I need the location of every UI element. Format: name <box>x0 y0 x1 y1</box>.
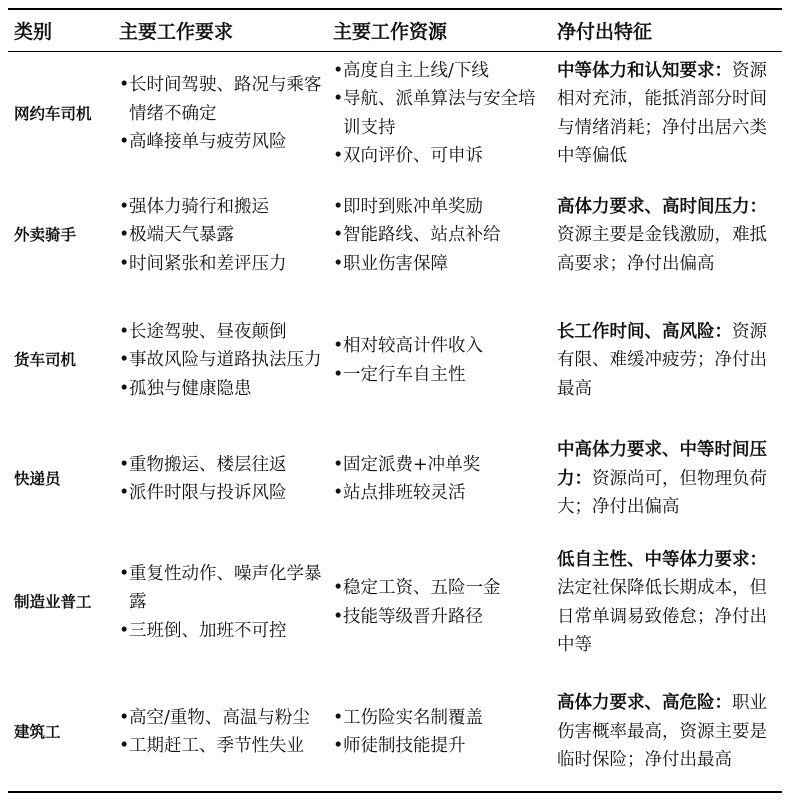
resources-cell <box>327 51 551 176</box>
demands-list <box>119 193 323 279</box>
category-cell: 制造业普工 <box>14 593 92 612</box>
resources-item-text: 工伤险实名制覆盖 <box>343 707 483 728</box>
resources-cell <box>327 426 551 532</box>
demands-item <box>119 71 323 128</box>
demands-item <box>119 560 323 617</box>
resources-cell <box>327 176 551 295</box>
resources-list <box>333 57 547 171</box>
resources-item <box>333 574 547 603</box>
net-effort-description: 资源主要是金钱激励，难抵高要求；净付出偏高 <box>557 225 767 274</box>
demands-cell <box>113 51 327 176</box>
category-cell: 建筑工 <box>8 673 113 792</box>
demands-cell <box>113 532 327 673</box>
resources-item <box>333 57 547 86</box>
demands-item <box>119 128 323 157</box>
resources-item-text: 高度自主上线/下线 <box>343 60 489 81</box>
net-effort-heading: 长工作时间、高风险： <box>557 321 732 342</box>
demands-item-text: 长时间驾驶、路况与乘客情绪不确定 <box>129 75 322 124</box>
demands-item-text: 工期赶工、季节性失业 <box>129 736 304 756</box>
resources-item <box>333 250 547 279</box>
resources-item <box>333 704 547 733</box>
table-row <box>8 176 782 295</box>
table-row <box>8 51 782 176</box>
table-row <box>8 426 782 532</box>
demands-item <box>119 617 323 646</box>
resources-item-text: 智能路线、站点补给 <box>343 225 501 246</box>
demands-item-text: 强体力骑行和搬运 <box>129 196 269 217</box>
demands-item <box>119 221 323 250</box>
resources-item <box>333 193 547 222</box>
demands-item <box>119 479 323 508</box>
resources-item-text: 一定行车自主性 <box>343 364 466 385</box>
demands-list <box>119 451 323 508</box>
demands-item <box>119 375 323 404</box>
resources-list <box>333 704 547 761</box>
demands-item <box>119 250 323 279</box>
demands-item-text: 长途驾驶、昼夜颠倒 <box>129 321 287 342</box>
resources-item <box>333 85 547 142</box>
resources-item-text: 固定派费+冲单奖 <box>343 454 481 475</box>
demands-list <box>119 318 323 404</box>
demands-item <box>119 704 323 733</box>
demands-item-text: 事故风险与道路执法压力 <box>129 350 322 371</box>
category-cell: 货车司机 <box>14 351 77 370</box>
demands-item-text: 极端天气暴露 <box>129 225 234 246</box>
demands-list <box>119 704 323 761</box>
resources-item-text: 导航、派单算法与安全培训支持 <box>343 89 536 138</box>
demands-item-text: 派件时限与投诉风险 <box>129 483 287 503</box>
net-effort-cell <box>551 532 782 673</box>
resources-item <box>333 479 547 508</box>
resources-list <box>333 193 547 279</box>
net-effort-cell <box>551 426 782 532</box>
resources-cell <box>327 673 551 792</box>
resources-item-text: 站点排班较灵活 <box>343 483 466 503</box>
resources-item-text: 职业伤害保障 <box>343 253 448 274</box>
resources-list <box>333 451 547 508</box>
resources-item <box>333 221 547 250</box>
net-effort-heading: 高体力要求、高危险： <box>557 693 732 714</box>
resources-cell <box>327 532 551 673</box>
net-effort-heading: 高体力要求、高时间压力： <box>557 196 767 217</box>
net-effort-description: 资源尚可，但物理负荷大；净付出偏高 <box>557 468 767 518</box>
net-effort-cell <box>551 176 782 295</box>
net-effort-cell <box>551 51 782 176</box>
demands-item-text: 三班倒、加班不可控 <box>129 620 287 641</box>
category-cell: 快递员 <box>14 469 61 488</box>
net-effort-cell <box>551 295 782 426</box>
demands-item <box>119 346 323 375</box>
table-row <box>8 673 782 792</box>
net-effort-description: 资源有限、难缓冲疲劳；净付出最高 <box>557 321 767 399</box>
resources-item <box>333 142 547 171</box>
resources-item-text: 相对较高计件收入 <box>343 336 483 356</box>
table-row <box>8 295 782 426</box>
net-effort-heading: 低自主性、中等体力要求： <box>557 549 767 570</box>
resources-item-text: 师徒制技能提升 <box>343 736 466 756</box>
resources-item <box>333 603 547 632</box>
resources-list <box>333 332 547 389</box>
resources-item-text: 双向评价、可申诉 <box>343 146 483 167</box>
resources-item <box>333 451 547 480</box>
category-cell: 外卖骑手 <box>14 226 77 245</box>
net-effort-description: 职业伤害概率最高，资源主要是临时保险；净付出最高 <box>557 693 767 771</box>
net-effort-heading: 中高体力要求、中等时间压力： <box>557 440 767 489</box>
demands-item-text: 重复性动作、噪声化学暴露 <box>129 563 322 613</box>
category-cell: 网约车司机 <box>14 104 92 123</box>
net-effort-description: 资源相对充沛，能抵消部分时间与情绪消耗；净付出居六类中等偏低 <box>557 60 767 167</box>
header-demands: 主要工作要求 <box>113 9 327 51</box>
demands-cell <box>113 176 327 295</box>
demands-item-text: 重物搬运、楼层往返 <box>129 454 287 475</box>
demands-item-text: 高空/重物、高温与粉尘 <box>129 707 310 728</box>
demands-item <box>119 193 323 222</box>
resources-item-text: 即时到账冲单奖励 <box>343 196 483 217</box>
demands-item-text: 时间紧张和差评压力 <box>129 253 287 274</box>
demands-item <box>119 451 323 480</box>
header-category: 类别 <box>8 9 113 51</box>
demands-item <box>119 732 323 761</box>
resources-item-text: 稳定工资、五险一金 <box>343 578 501 598</box>
net-effort-cell <box>551 673 782 792</box>
resources-item <box>333 332 547 361</box>
demands-item-text: 孤独与健康隐患 <box>129 378 252 399</box>
resources-item <box>333 361 547 390</box>
header-resources: 主要工作资源 <box>327 9 551 51</box>
demands-cell <box>113 673 327 792</box>
resources-list <box>333 574 547 631</box>
table-header-row <box>8 9 782 51</box>
net-effort-description: 法定社保降低长期成本，但日常单调易致倦怠；净付出中等 <box>557 578 767 655</box>
table-row <box>8 532 782 673</box>
resources-cell <box>327 295 551 426</box>
demands-list <box>119 71 323 157</box>
demands-cell <box>113 426 327 532</box>
demands-item-text: 高峰接单与疲劳风险 <box>129 132 287 152</box>
demands-cell <box>113 295 327 426</box>
demands-item <box>119 318 323 347</box>
demands-list <box>119 560 323 646</box>
resources-item-text: 技能等级晋升路径 <box>343 606 483 627</box>
resources-item <box>333 732 547 761</box>
occupation-demand-resource-table <box>8 8 782 793</box>
net-effort-heading: 中等体力和认知要求： <box>557 60 732 81</box>
header-net-effort: 净付出特征 <box>551 9 782 51</box>
